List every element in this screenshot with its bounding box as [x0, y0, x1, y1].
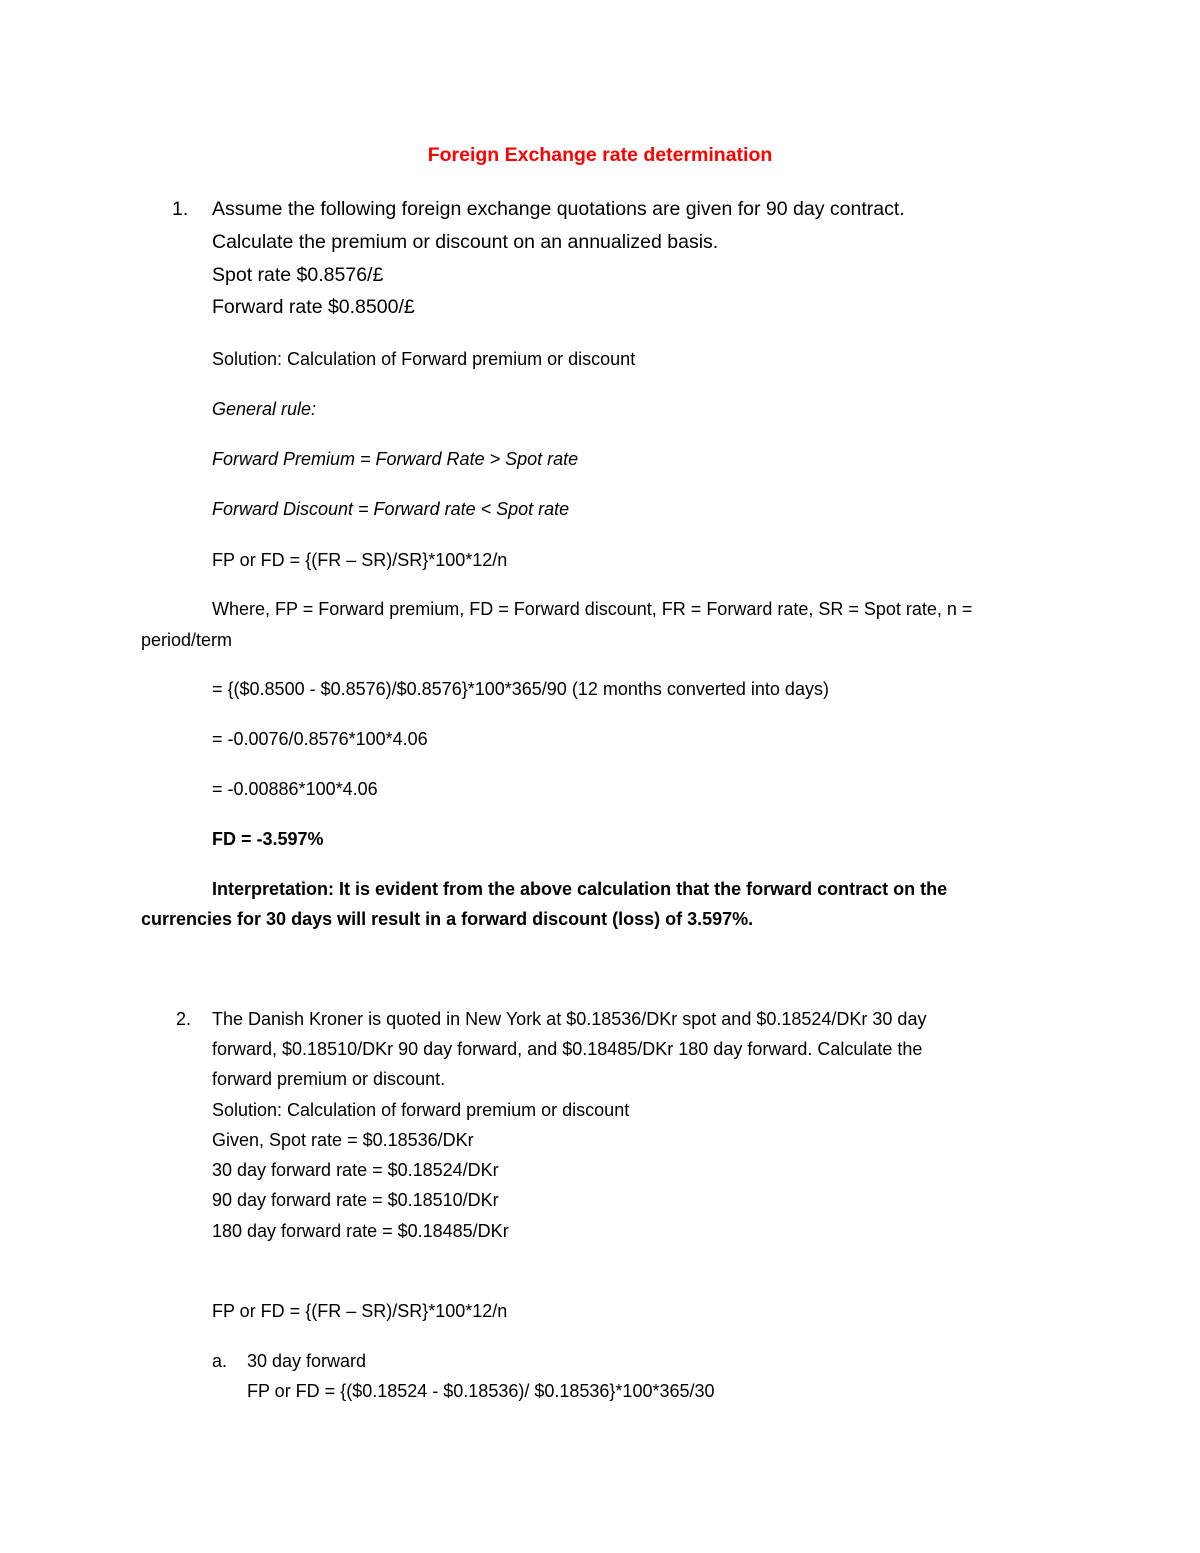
- q1-formula: FP or FD = {(FR – SR)/SR}*100*12/n: [212, 550, 508, 570]
- q1-solution-heading: Solution: Calculation of Forward premium or discount: [212, 349, 636, 369]
- q1-interpretation-line-2: currencies for 30 days will result in a forward discount (loss) of 3.597%.: [141, 909, 754, 929]
- q2-part-a-calc: FP or FD = {($0.18524 - $0.18536)/ $0.18536}*100*365/30: [247, 1381, 715, 1401]
- q1-forward-premium-rule: Forward Premium = Forward Rate > Spot rate: [212, 449, 579, 469]
- q2-part-a-label: a.: [212, 1351, 228, 1371]
- page-title: Foreign Exchange rate determination: [427, 144, 773, 166]
- q1-calc-step-2: = -0.0076/0.8576*100*4.06: [212, 729, 428, 749]
- question-2-line-3: forward premium or discount.: [212, 1069, 446, 1089]
- q1-calc-step-1: = {($0.8500 - $0.8576)/$0.8576}*100*365/90 (12 months converted into days): [212, 679, 829, 699]
- q1-where-line-1: Where, FP = Forward premium, FD = Forward discount, FR = Forward rate, SR = Spot rate, n =: [212, 599, 973, 619]
- q1-calc-step-3: = -0.00886*100*4.06: [212, 779, 378, 799]
- q1-result: FD = -3.597%: [212, 829, 324, 849]
- q1-forward-discount-rule: Forward Discount = Forward rate < Spot rate: [212, 499, 570, 519]
- q2-solution-heading: Solution: Calculation of forward premium or discount: [212, 1100, 630, 1120]
- question-1-line-2: Calculate the premium or discount on an annualized basis.: [212, 231, 719, 253]
- q1-general-rule: General rule:: [212, 399, 317, 419]
- question-2-line-2: forward, $0.18510/DKr 90 day forward, and $0.18485/DKr 180 day forward. Calculate the: [212, 1039, 923, 1059]
- question-2-number: 2.: [176, 1009, 192, 1029]
- q2-given-spot-rate: Given, Spot rate = $0.18536/DKr: [212, 1130, 474, 1150]
- question-1-spot-rate: Spot rate $0.8576/£: [212, 264, 384, 286]
- question-2-line-1: The Danish Kroner is quoted in New York at $0.18536/DKr spot and $0.18524/DKr 30 day: [212, 1009, 927, 1029]
- question-1-line-1: Assume the following foreign exchange quotations are given for 90 day contract.: [212, 198, 905, 220]
- q2-part-a-heading: 30 day forward: [247, 1351, 367, 1371]
- q2-formula: FP or FD = {(FR – SR)/SR}*100*12/n: [212, 1301, 508, 1321]
- q1-where-line-2: period/term: [141, 630, 233, 650]
- q2-given-180-day-rate: 180 day forward rate = $0.18485/DKr: [212, 1221, 509, 1241]
- q1-interpretation-line-1: Interpretation: It is evident from the above calculation that the forward contract on the: [212, 879, 948, 899]
- q2-given-90-day-rate: 90 day forward rate = $0.18510/DKr: [212, 1190, 499, 1210]
- question-1-number: 1.: [172, 198, 189, 220]
- question-1-forward-rate: Forward rate $0.8500/£: [212, 296, 415, 318]
- q2-given-30-day-rate: 30 day forward rate = $0.18524/DKr: [212, 1160, 499, 1180]
